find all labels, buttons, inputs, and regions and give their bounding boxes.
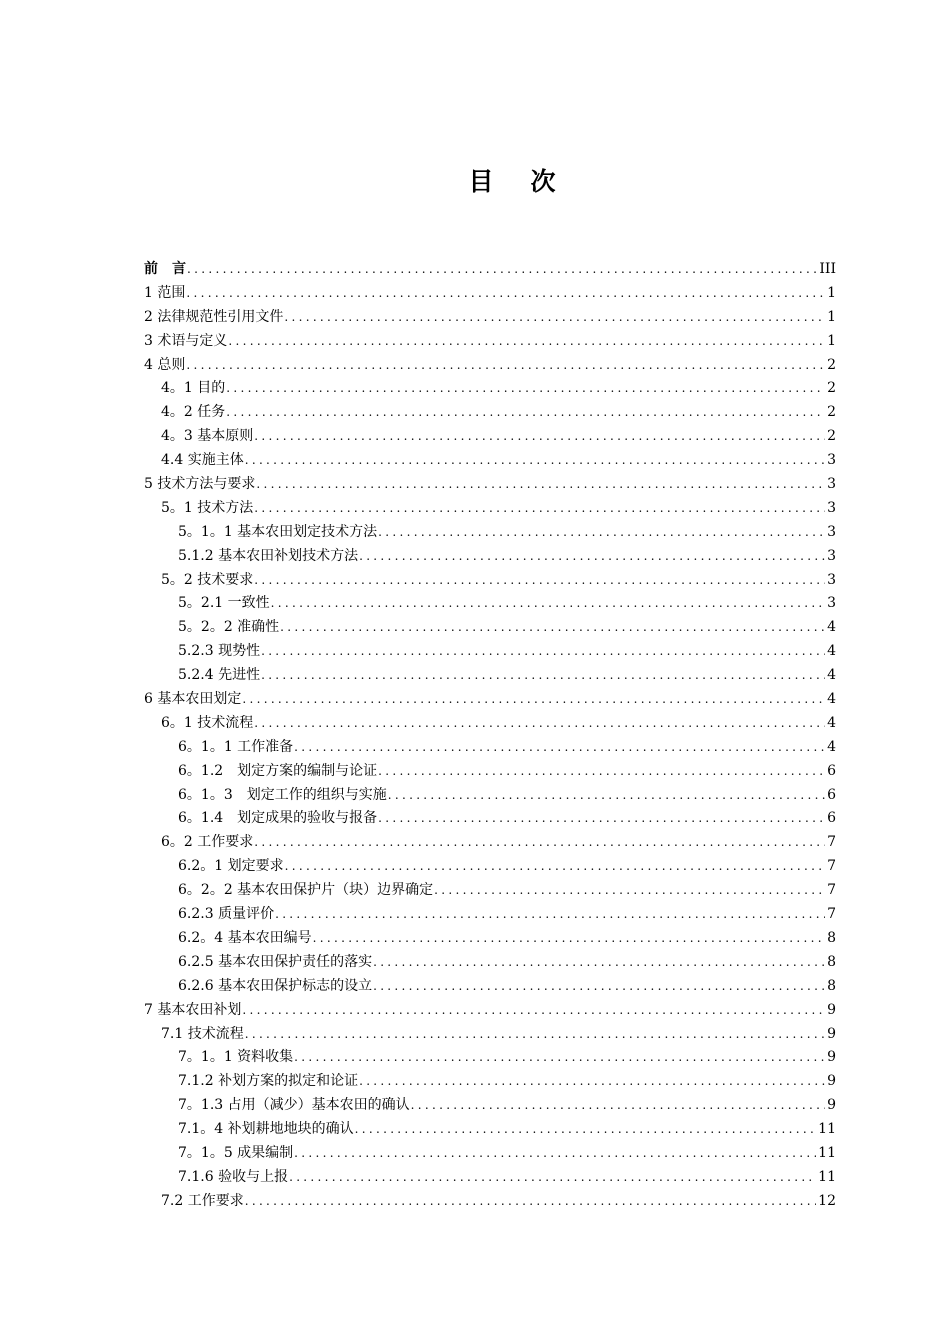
toc-entry-text: 7.1.2 补划方案的拟定和论证: [178, 1073, 359, 1090]
toc-entry[interactable]: [144, 855, 836, 879]
toc-entry-text: 7。1。1 资料收集: [178, 1049, 294, 1066]
toc-entry-text: 7.1 技术流程: [161, 1025, 244, 1042]
toc-entry-page-number: 2: [827, 404, 836, 421]
toc-entry-text: 6。2 工作要求: [161, 834, 254, 851]
toc-entry-text: 6.2。4 基本农田编号: [178, 929, 312, 946]
toc-entry-text: 5.2.4 先进性: [178, 667, 261, 684]
toc-entry-page-number: 4: [827, 619, 836, 636]
toc-entry[interactable]: [144, 688, 836, 712]
toc-entry-text: 5.1.2 基本农田补划技术方法: [178, 547, 359, 564]
toc-entry-text: 6。1。3 划定工作的组织与实施: [178, 786, 387, 803]
toc-entry-page-number: 4: [827, 714, 836, 731]
toc-entry-page-number: 3: [827, 523, 836, 540]
toc-dot-leader: [226, 401, 825, 425]
toc-entry[interactable]: [144, 664, 836, 688]
toc-entry[interactable]: [144, 927, 836, 951]
toc-entry-text: 7.1.6 验收与上报: [178, 1168, 289, 1185]
toc-entry[interactable]: [144, 258, 836, 282]
toc-entry-page-number: 6: [827, 786, 836, 803]
toc-entry[interactable]: [144, 497, 836, 521]
toc-entry-page-number: 7: [827, 834, 836, 851]
toc-entry[interactable]: [144, 1070, 836, 1094]
toc-entry[interactable]: [144, 1094, 836, 1118]
toc-entry-text: 4.4 实施主体: [161, 452, 244, 469]
toc-entry[interactable]: [144, 330, 836, 354]
toc-entry[interactable]: [144, 1046, 836, 1070]
table-of-contents: [144, 258, 836, 1214]
toc-entry-text: 5.2.3 现势性: [178, 643, 261, 660]
toc-entry-text: 6.2.5 基本农田保护责任的落实: [178, 953, 373, 970]
toc-entry-text: 6.2.6 基本农田保护标志的设立: [178, 977, 373, 994]
toc-entry-page-number: 3: [827, 499, 836, 516]
toc-entry[interactable]: [144, 1023, 836, 1047]
toc-entry-text: 7。1。5 成果编制: [178, 1144, 294, 1161]
toc-entry[interactable]: [144, 640, 836, 664]
toc-entry-page-number: 1: [827, 332, 836, 349]
toc-dot-leader: [186, 354, 825, 378]
toc-dot-leader: [245, 1190, 816, 1214]
toc-dot-leader: [186, 282, 825, 306]
toc-entry-text: 6 基本农田划定: [144, 691, 242, 708]
toc-entry[interactable]: [144, 831, 836, 855]
toc-entry[interactable]: [144, 592, 836, 616]
toc-entry[interactable]: [144, 401, 836, 425]
toc-entry-page-number: 9: [827, 1049, 836, 1066]
toc-entry-text: 4。3 基本原则: [161, 428, 254, 445]
toc-dot-leader: [378, 807, 825, 831]
toc-entry-text: 7。1.3 占用（减少）基本农田的确认: [178, 1097, 410, 1114]
toc-dot-leader: [280, 616, 825, 640]
toc-dot-leader: [226, 377, 825, 401]
toc-entry-text: 5。1 技术方法: [161, 499, 254, 516]
toc-entry-text: 5 技术方法与要求: [144, 476, 256, 493]
toc-dot-leader: [294, 1046, 825, 1070]
toc-entry[interactable]: [144, 903, 836, 927]
toc-entry[interactable]: [144, 975, 836, 999]
toc-entry-page-number: 6: [827, 810, 836, 827]
toc-dot-leader: [378, 521, 825, 545]
toc-dot-leader: [411, 1094, 825, 1118]
toc-entry-page-number: 9: [827, 1001, 836, 1018]
toc-entry-page-number: III: [819, 261, 836, 277]
toc-entry[interactable]: [144, 999, 836, 1023]
toc-entry-text: 7.2 工作要求: [161, 1192, 244, 1209]
toc-entry-page-number: 8: [827, 977, 836, 994]
toc-entry-page-number: 4: [827, 667, 836, 684]
toc-dot-leader: [254, 497, 825, 521]
toc-entry[interactable]: [144, 951, 836, 975]
toc-entry[interactable]: [144, 879, 836, 903]
toc-entry-page-number: 3: [827, 595, 836, 612]
toc-dot-leader: [187, 258, 817, 282]
toc-entry[interactable]: [144, 354, 836, 378]
toc-entry-page-number: 12: [818, 1192, 836, 1209]
toc-entry[interactable]: [144, 306, 836, 330]
toc-entry[interactable]: [144, 784, 836, 808]
toc-entry[interactable]: [144, 569, 836, 593]
toc-entry-page-number: 1: [827, 284, 836, 301]
toc-entry-page-number: 9: [827, 1073, 836, 1090]
toc-entry-page-number: 7: [827, 906, 836, 923]
toc-entry-text: 前 言: [144, 261, 186, 277]
toc-dot-leader: [294, 1142, 816, 1166]
toc-dot-leader: [359, 545, 825, 569]
toc-entry[interactable]: [144, 425, 836, 449]
toc-title: 目 次: [468, 167, 562, 196]
toc-dot-leader: [388, 784, 825, 808]
toc-entry-page-number: 8: [827, 929, 836, 946]
toc-entry-page-number: 2: [827, 356, 836, 373]
toc-entry-text: 6.2。1 划定要求: [178, 858, 284, 875]
toc-entry-text: 4。2 任务: [161, 404, 226, 421]
toc-dot-leader: [242, 688, 825, 712]
toc-entry-text: 4 总则: [144, 356, 186, 373]
toc-dot-leader: [256, 473, 825, 497]
toc-dot-leader: [254, 425, 825, 449]
toc-dot-leader: [245, 1023, 825, 1047]
toc-dot-leader: [271, 592, 825, 616]
toc-entry-page-number: 7: [827, 882, 836, 899]
toc-entry-text: 6。1。1 工作准备: [178, 738, 294, 755]
toc-entry-page-number: 4: [827, 643, 836, 660]
toc-entry-page-number: 3: [827, 547, 836, 564]
toc-entry-page-number: 3: [827, 452, 836, 469]
toc-dot-leader: [355, 1118, 817, 1142]
toc-dot-leader: [261, 640, 825, 664]
toc-entry-text: 6。1.4 划定成果的验收与报备: [178, 810, 378, 827]
toc-entry[interactable]: [144, 1142, 836, 1166]
toc-entry-page-number: 4: [827, 738, 836, 755]
toc-dot-leader: [254, 712, 825, 736]
toc-entry[interactable]: [144, 449, 836, 473]
toc-dot-leader: [373, 951, 825, 975]
toc-entry[interactable]: [144, 712, 836, 736]
toc-dot-leader: [284, 306, 825, 330]
toc-entry-page-number: 9: [827, 1097, 836, 1114]
toc-entry-page-number: 3: [827, 476, 836, 493]
toc-dot-leader: [434, 879, 825, 903]
toc-dot-leader: [228, 330, 825, 354]
toc-entry[interactable]: [144, 760, 836, 784]
toc-entry-page-number: 7: [827, 858, 836, 875]
toc-entry-text: 3 术语与定义: [144, 332, 228, 349]
toc-dot-leader: [261, 664, 825, 688]
toc-dot-leader: [242, 999, 825, 1023]
toc-entry-text: 7.1。4 补划耕地地块的确认: [178, 1121, 354, 1138]
toc-entry-text: 4。1 目的: [161, 380, 226, 397]
toc-entry-page-number: 8: [827, 953, 836, 970]
toc-entry-text: 7 基本农田补划: [144, 1001, 242, 1018]
toc-entry[interactable]: [144, 1166, 836, 1190]
toc-entry-text: 5。2 技术要求: [161, 571, 254, 588]
toc-entry[interactable]: [144, 1190, 836, 1214]
toc-entry-text: 1 范围: [144, 284, 186, 301]
toc-entry-page-number: 2: [827, 428, 836, 445]
toc-entry-page-number: 4: [827, 691, 836, 708]
toc-entry-text: 6.2.3 质量评价: [178, 906, 275, 923]
toc-entry[interactable]: [144, 807, 836, 831]
toc-entry[interactable]: [144, 521, 836, 545]
toc-entry-text: 5。2。2 准确性: [178, 619, 280, 636]
toc-dot-leader: [289, 1166, 816, 1190]
toc-entry-page-number: 11: [818, 1144, 836, 1161]
toc-entry[interactable]: [144, 616, 836, 640]
toc-entry[interactable]: [144, 736, 836, 760]
toc-dot-leader: [373, 975, 825, 999]
toc-dot-leader: [254, 831, 825, 855]
toc-dot-leader: [313, 927, 825, 951]
toc-dot-leader: [275, 903, 825, 927]
toc-entry[interactable]: [144, 282, 836, 306]
toc-entry[interactable]: [144, 545, 836, 569]
toc-dot-leader: [359, 1070, 825, 1094]
toc-entry[interactable]: [144, 473, 836, 497]
toc-dot-leader: [294, 736, 825, 760]
toc-dot-leader: [378, 760, 825, 784]
toc-entry-page-number: 1: [827, 308, 836, 325]
toc-entry-page-number: 3: [827, 571, 836, 588]
toc-entry-page-number: 11: [818, 1168, 836, 1185]
toc-entry-text: 6。1 技术流程: [161, 714, 254, 731]
toc-entry-page-number: 6: [827, 762, 836, 779]
toc-entry-text: 2 法律规范性引用文件: [144, 308, 284, 325]
toc-entry-text: 6。2。2 基本农田保护片（块）边界确定: [178, 882, 434, 899]
toc-dot-leader: [254, 569, 825, 593]
toc-entry[interactable]: [144, 377, 836, 401]
toc-entry-text: 6。1.2 划定方案的编制与论证: [178, 762, 378, 779]
toc-entry-text: 5。2.1 一致性: [178, 595, 270, 612]
toc-dot-leader: [245, 449, 825, 473]
toc-entry-page-number: 11: [818, 1121, 836, 1138]
toc-entry[interactable]: [144, 1118, 836, 1142]
toc-dot-leader: [285, 855, 825, 879]
toc-entry-text: 5。1。1 基本农田划定技术方法: [178, 523, 378, 540]
toc-entry-page-number: 2: [827, 380, 836, 397]
toc-entry-page-number: 9: [827, 1025, 836, 1042]
